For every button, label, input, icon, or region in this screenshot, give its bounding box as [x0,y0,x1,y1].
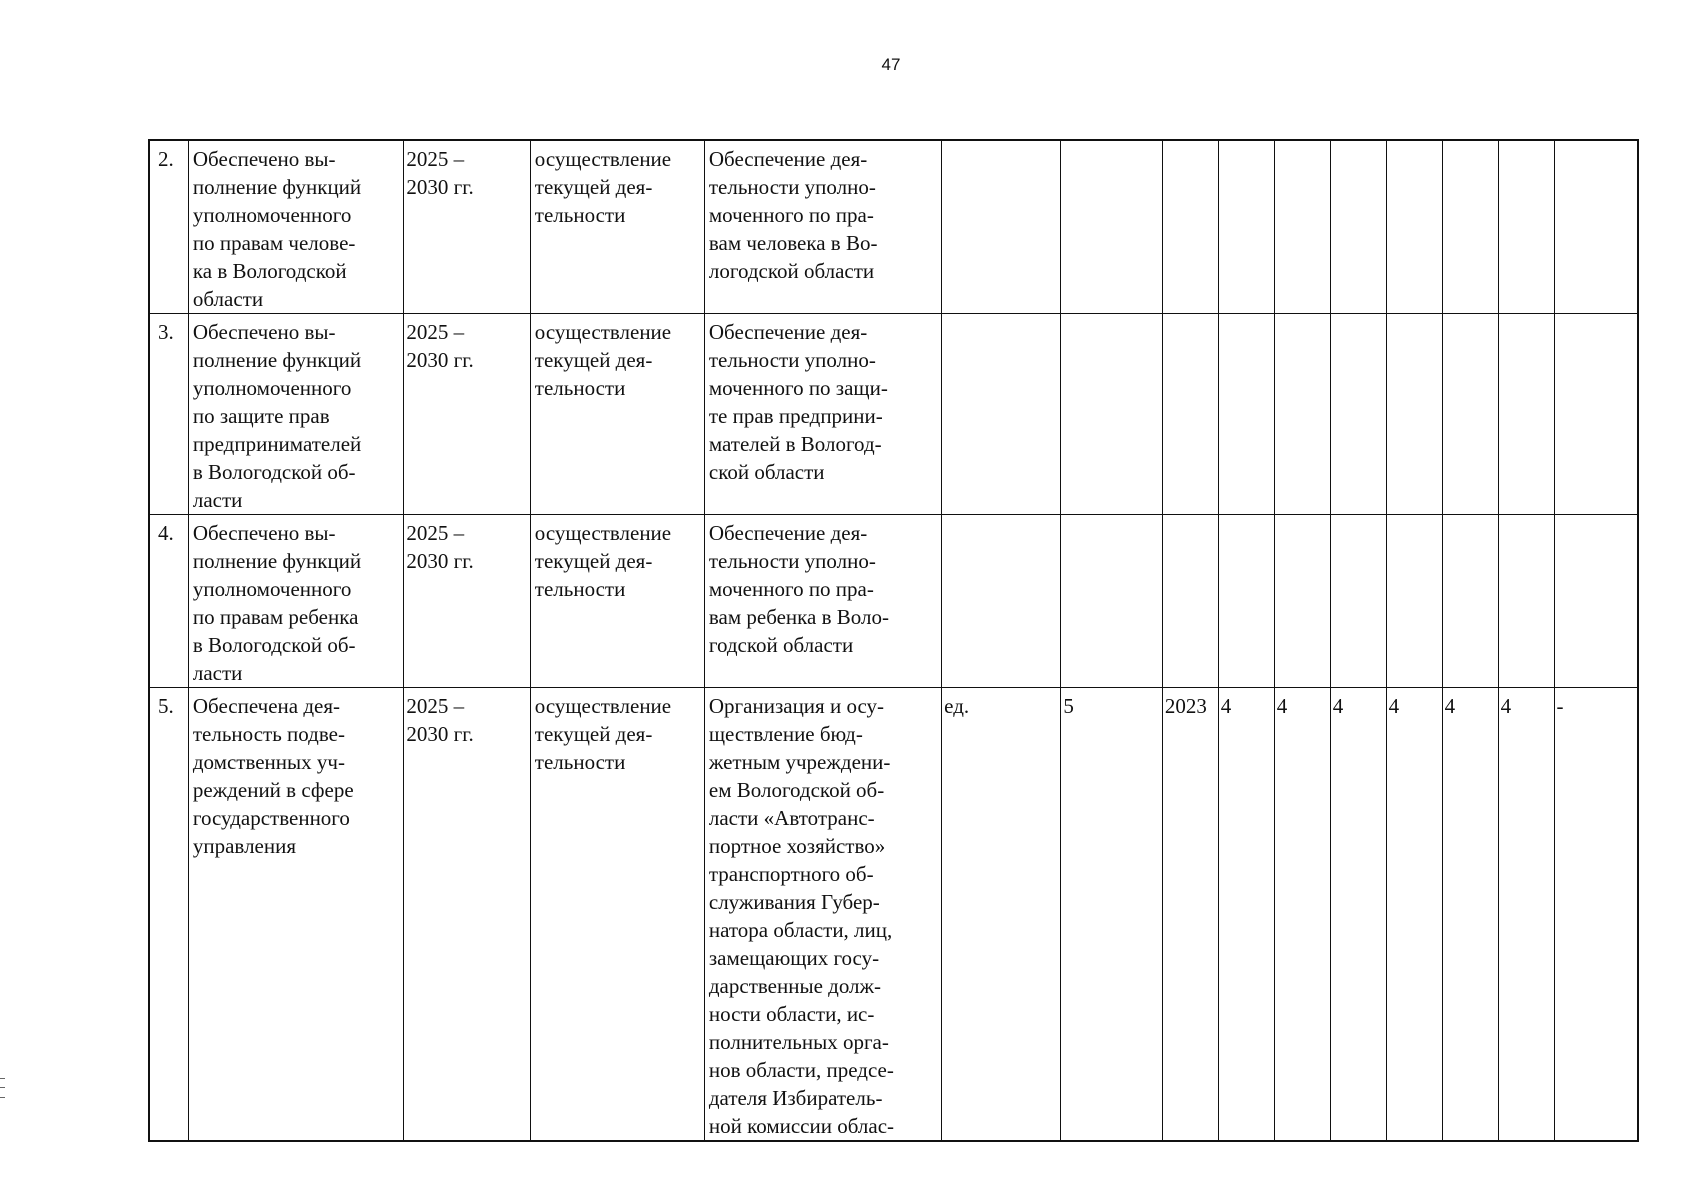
table-row [149,688,1638,1142]
type-cell: осуществление текущей дея- тельности [530,688,704,1142]
row-number: 5. [149,688,188,1142]
table-row [149,314,1638,515]
base-value-cell: 5 [1061,688,1163,1142]
note-cell [1554,314,1638,515]
result-cell: Обеспечено вы- полнение функций уполномоченного по защите прав предпринимателей в Вологодской об- ласти [188,314,404,515]
value-cell: 4 [1386,688,1442,1142]
scan-edge-mark [0,1078,5,1098]
page-number: 47 [881,55,901,74]
unit-cell [942,140,1061,314]
result-cell: Обеспечено вы- полнение функций уполномоченного по правам челове- ка в Вологодской области [188,140,404,314]
unit-cell [942,314,1061,515]
value-cell: 4 [1218,688,1274,1142]
note-cell [1554,515,1638,688]
base-value-cell [1061,314,1163,515]
value-cell [1274,515,1330,688]
value-cell [1274,314,1330,515]
row-number: 3. [149,314,188,515]
table-row [149,140,1638,314]
unit-cell: ед. [942,688,1061,1142]
period-cell: 2025 – 2030 гг. [404,515,530,688]
base-year-cell [1162,314,1218,515]
result-cell: Обеспечено вы- полнение функций уполномоченного по правам ребенка в Вологодской об- ласти [188,515,404,688]
base-year-cell [1162,140,1218,314]
type-cell: осуществление текущей дея- тельности [530,515,704,688]
value-cell [1330,314,1386,515]
value-cell: 4 [1442,688,1498,1142]
value-cell [1330,515,1386,688]
type-cell: осуществление текущей дея- тельности [530,140,704,314]
base-value-cell [1061,515,1163,688]
value-cell [1442,314,1498,515]
note-cell [1554,140,1638,314]
value-cell [1442,140,1498,314]
value-cell: 4 [1274,688,1330,1142]
description-cell: Организация и осу- ществление бюд- жетным учреждени- ем Вологодской об- ласти «Автотранс- портное хозяйство» транспортного об- служивания Губер- натора области, лиц, замещающих госу- дарственные долж- ности области, ис- полнительных орга- нов области, предсе- дателя Избиратель- ной комиссии облас- [704,688,941,1142]
base-year-cell: 2023 [1162,688,1218,1142]
value-cell [1330,140,1386,314]
period-cell: 2025 – 2030 гг. [404,688,530,1142]
value-cell: 4 [1330,688,1386,1142]
description-cell: Обеспечение дея- тельности уполно- моченного по защи- те прав предприни- мателей в Вологод- ской области [704,314,941,515]
result-cell: Обеспечена дея- тельность подве- домственных уч- реждений в сфере государственного управления [188,688,404,1142]
measures-table [148,139,1639,1142]
value-cell [1386,515,1442,688]
period-cell: 2025 – 2030 гг. [404,314,530,515]
value-cell [1218,515,1274,688]
value-cell [1442,515,1498,688]
type-cell: осуществление текущей дея- тельности [530,314,704,515]
base-value-cell [1061,140,1163,314]
base-year-cell [1162,515,1218,688]
value-cell [1498,140,1554,314]
value-cell [1218,140,1274,314]
note-cell: - [1554,688,1638,1142]
description-cell: Обеспечение дея- тельности уполно- моченного по пра- вам человека в Во- логодской области [704,140,941,314]
description-cell: Обеспечение дея- тельности уполно- моченного по пра- вам ребенка в Воло- годской области [704,515,941,688]
period-cell: 2025 – 2030 гг. [404,140,530,314]
row-number: 4. [149,515,188,688]
value-cell [1218,314,1274,515]
table-row [149,515,1638,688]
row-number: 2. [149,140,188,314]
value-cell [1498,314,1554,515]
value-cell [1386,314,1442,515]
unit-cell [942,515,1061,688]
value-cell [1274,140,1330,314]
value-cell: 4 [1498,688,1554,1142]
value-cell [1498,515,1554,688]
value-cell [1386,140,1442,314]
